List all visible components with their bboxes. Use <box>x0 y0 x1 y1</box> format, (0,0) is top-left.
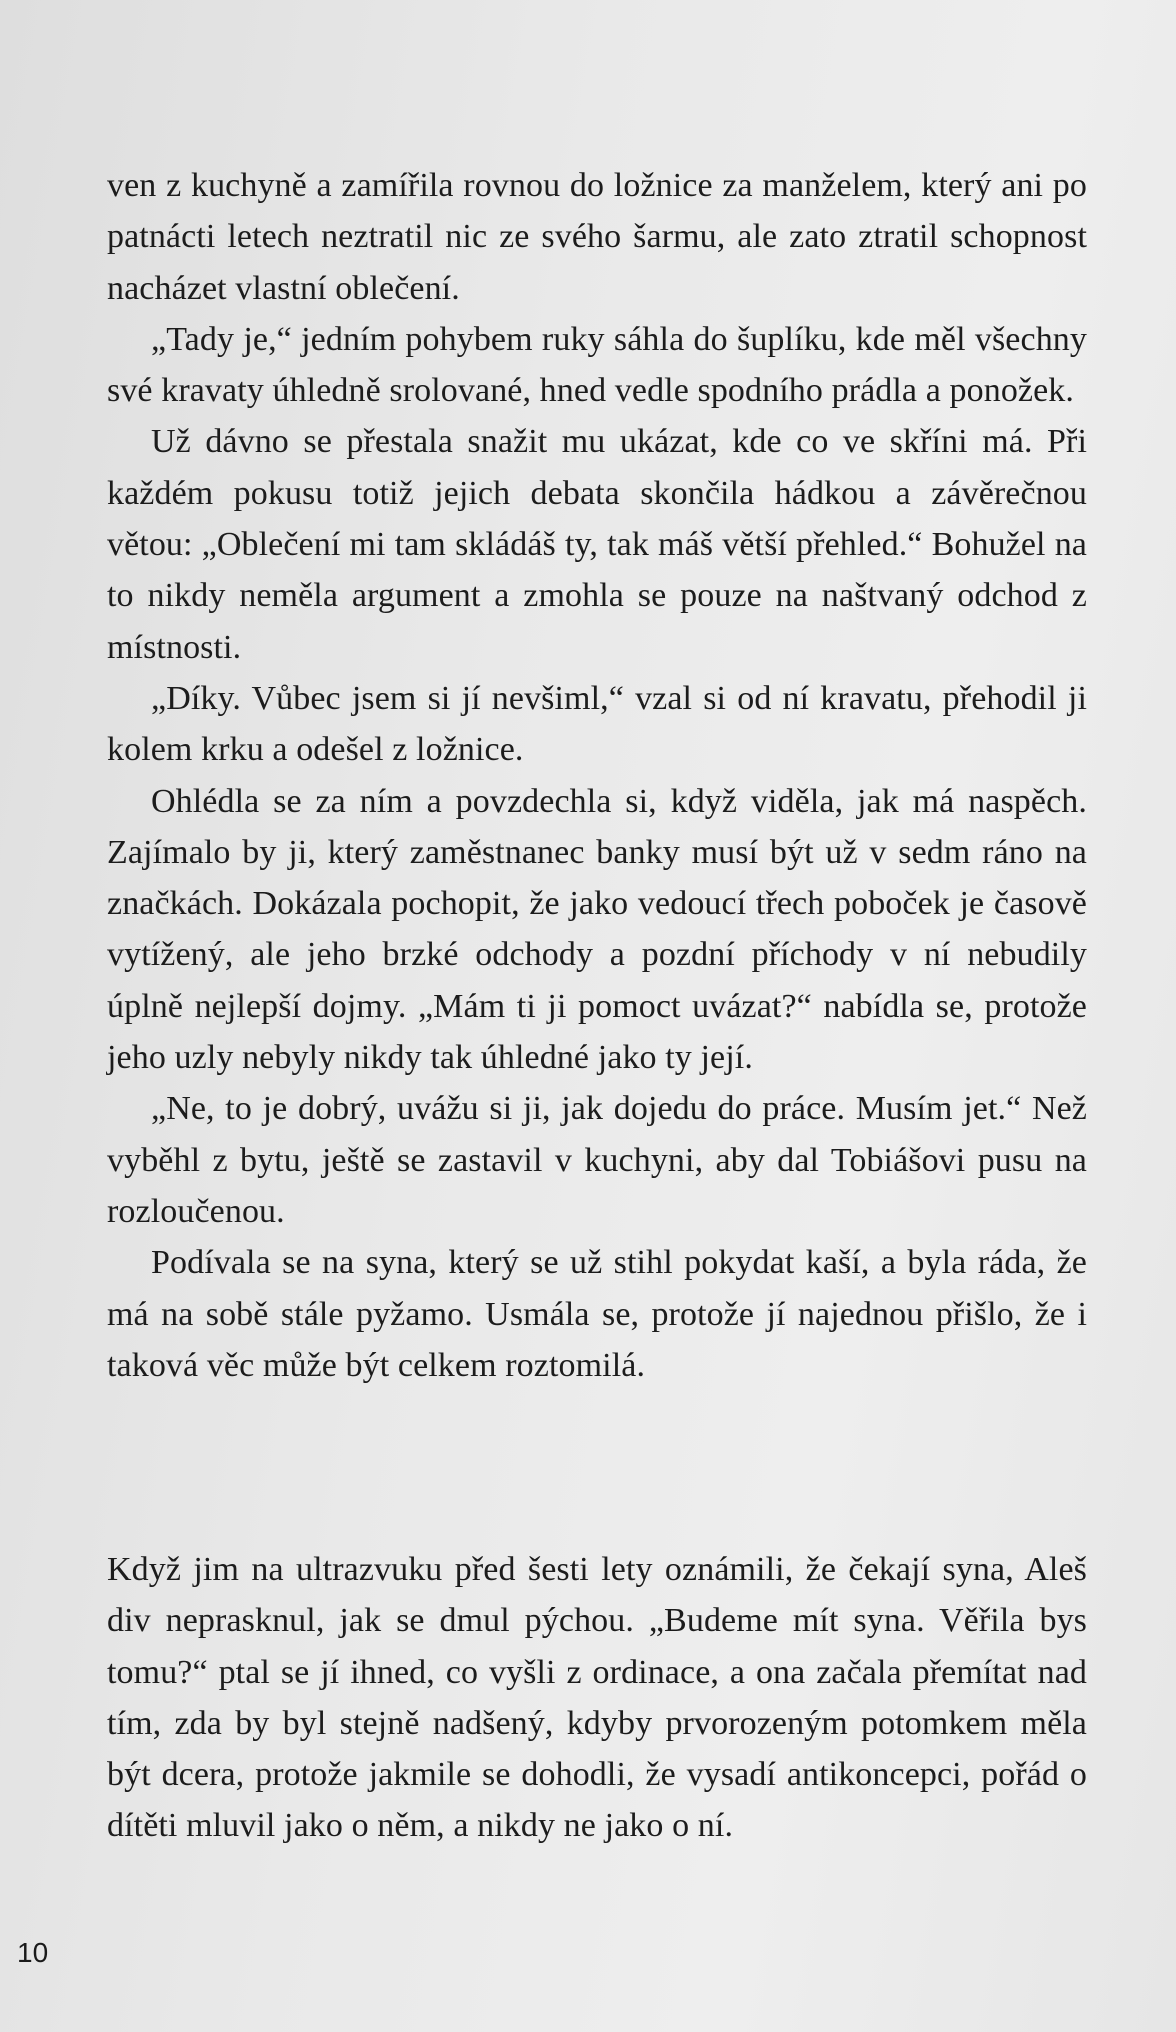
paragraph: Podívala se na syna, který se už stihl pokydat kaší, a byla ráda, že má na sobě stále pyžamo. Usmála se, protože jí najednou přišlo, že i taková věc může být celkem roztomilá. <box>107 1244 1087 1384</box>
paragraph: Už dávno se přestala snažit mu ukázat, kde co ve skříni má. Při každém pokusu totiž jejich debata skončila hádkou a závěrečnou větou: „Oblečení mi tam skládáš ty, tak máš větší přehled.“ Bohužel na to nikdy neměla argument a zmohla se pouze na naštvaný odchod z místnosti. <box>107 423 1087 666</box>
paragraph: „Ne, to je dobrý, uvážu si ji, jak dojedu do práce. Musím jet.“ Než vyběhl z bytu, ještě se zastavil v kuchyni, aby dal Tobiášovi pusu na rozloučenou. <box>107 1090 1087 1230</box>
text-section-1 <box>107 160 1087 1391</box>
text-section-2 <box>107 1544 1087 1852</box>
paragraph: „Díky. Vůbec jsem si jí nevšiml,“ vzal si od ní kravatu, přehodil ji kolem krku a odešel z ložnice. <box>107 679 1087 769</box>
paragraph: Když jim na ultrazvuku před šesti lety oznámili, že čekají syna, Aleš div neprasknul, jak se dmul pýchou. „Budeme mít syna. Věřila bys tomu?“ ptal se jí ihned, co vyšli z ordinace, a ona začala přemítat nad tím, zda by byl stejně nadšený, kdyby prvorozeným potomkem měla být dcera, protože jakmile se dohodli, že vysadí antikoncepci, pořád o dítěti mluvil jako o něm, a nikdy ne jako o ní. <box>107 1551 1087 1845</box>
paragraph: Ohlédla se za ním a povzdechla si, když viděla, jak má naspěch. Zajímalo by ji, který zaměstnanec banky musí být už v sedm ráno na značkách. Dokázala pochopit, že jako vedoucí třech poboček je časově vytížený, ale jeho brzké odchody a pozdní příchody v ní nebudily úplně nejlepší dojmy. „Mám ti ji pomoct uvázat?“ nabídla se, protože jeho uzly nebyly nikdy tak úhledné jako ty její. <box>107 782 1087 1077</box>
paragraph: „Tady je,“ jedním pohybem ruky sáhla do šuplíku, kde měl všechny své kravaty úhledně srolované, hned vedle spodního prádla a ponožek. <box>107 320 1087 410</box>
page-number: 10 <box>17 1937 49 1968</box>
paragraph: ven z kuchyně a zamířila rovnou do ložnice za manželem, který ani po patnácti letech neztratil nic ze svého šarmu, ale zato ztratil schopnost nacházet vlastní oblečení. <box>107 167 1087 307</box>
